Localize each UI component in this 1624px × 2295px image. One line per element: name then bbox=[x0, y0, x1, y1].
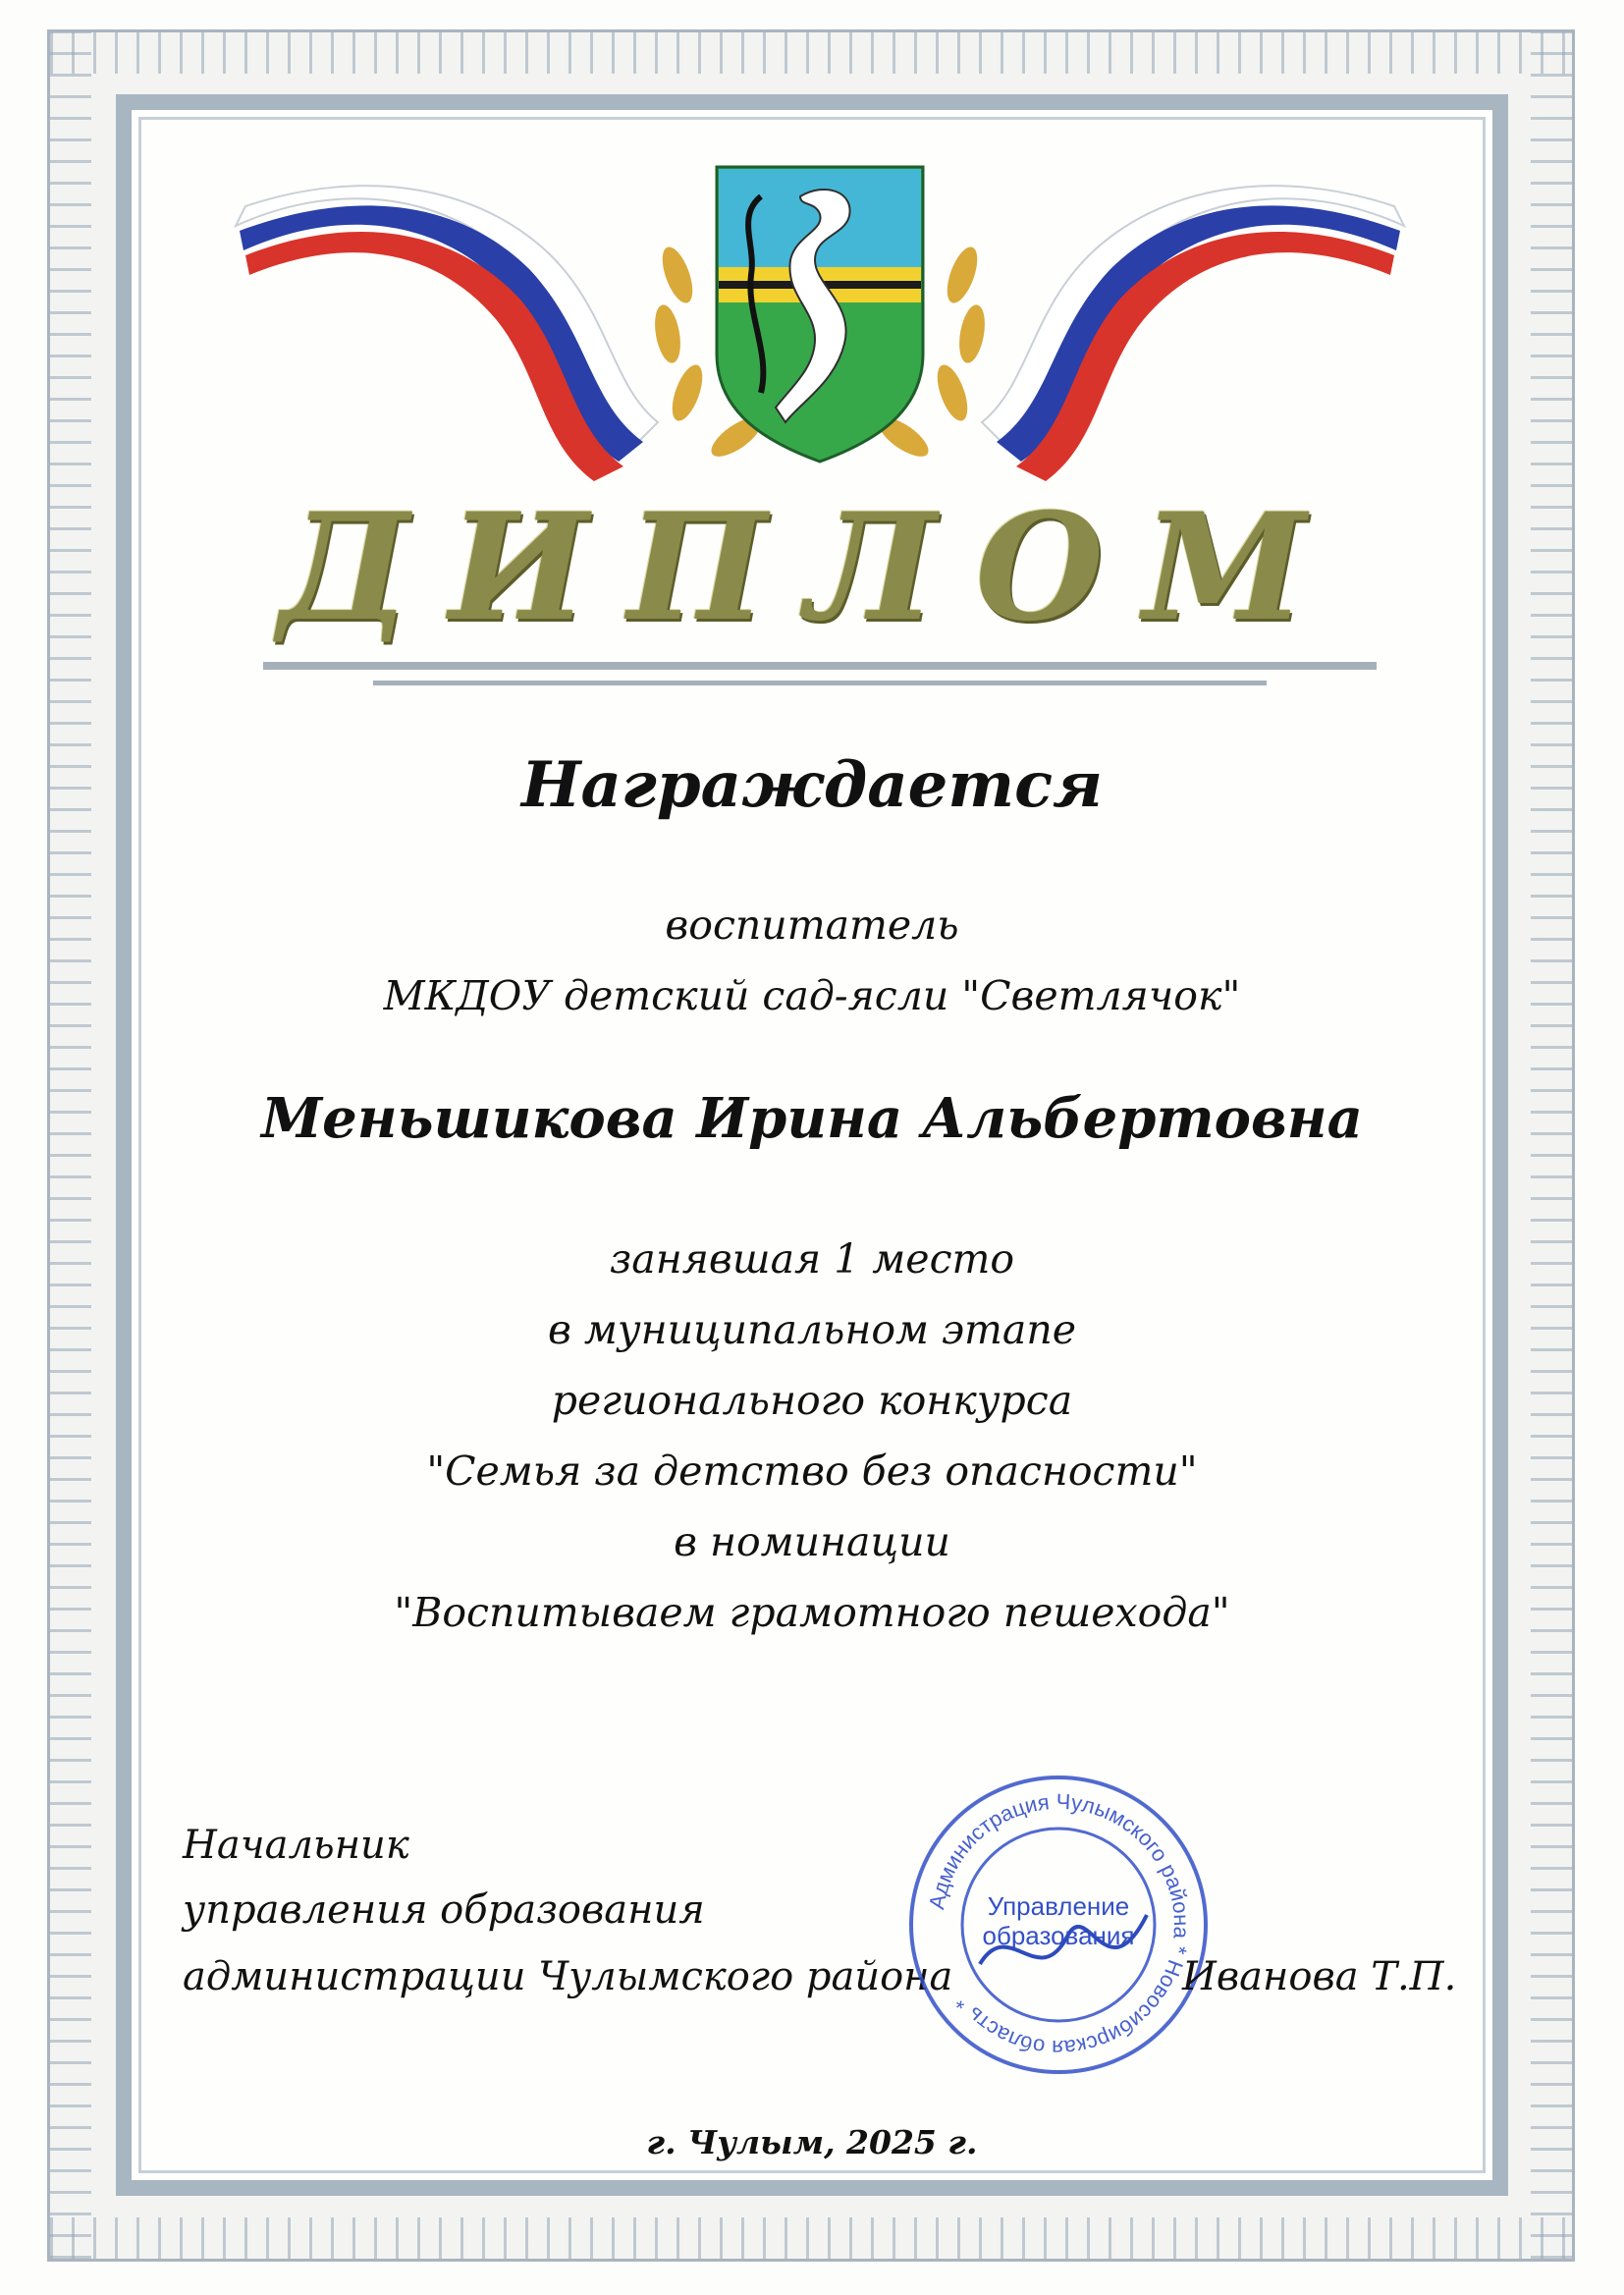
body-line: занявшая 1 место bbox=[609, 1235, 1015, 1283]
signatory-title-line3: администрации Чулымского района bbox=[183, 1954, 953, 1999]
title-divider bbox=[263, 662, 1377, 670]
city-year: г. Чулым, 2025 г. bbox=[646, 2123, 978, 2161]
body-line: "Семья за детство без опасности" bbox=[426, 1448, 1198, 1495]
diploma-title: ДИПЛОМ bbox=[278, 481, 1346, 654]
stamp-center-text-2: образования bbox=[982, 1921, 1135, 1950]
body-line: в номинации bbox=[674, 1518, 950, 1565]
recipient-organization: МКДОУ детский сад-ясли "Светлячок" bbox=[383, 972, 1241, 1019]
recipient-role: воспитатель bbox=[665, 902, 959, 949]
stamp-ring-text: Администрация Чулымского района * Новосибирская область * bbox=[924, 1788, 1195, 2061]
body-line: в муниципальном этапе bbox=[547, 1306, 1077, 1353]
body-line: регионального конкурса bbox=[551, 1377, 1073, 1424]
awarded-heading: Награждается bbox=[520, 748, 1104, 822]
body-line: "Воспитываем грамотного пешехода" bbox=[394, 1589, 1230, 1636]
coat-of-arms-with-flag-ribbon-icon bbox=[226, 157, 1414, 481]
signer-name: Иванова Т.П. bbox=[1182, 1954, 1457, 1999]
round-official-stamp-icon bbox=[901, 1768, 1216, 2082]
flag-ribbon-left-icon bbox=[236, 186, 658, 481]
flag-ribbon-right-icon bbox=[982, 186, 1404, 481]
shield-icon bbox=[717, 167, 923, 462]
recipient-name: Меньшикова Ирина Альбертовна bbox=[261, 1086, 1363, 1151]
signatory-title-line1: Начальник bbox=[183, 1823, 409, 1868]
signatory-title-line2: управления образования bbox=[183, 1887, 705, 1933]
stamp-center-text-1: Управление bbox=[987, 1891, 1130, 1921]
title-divider-secondary bbox=[373, 681, 1267, 685]
